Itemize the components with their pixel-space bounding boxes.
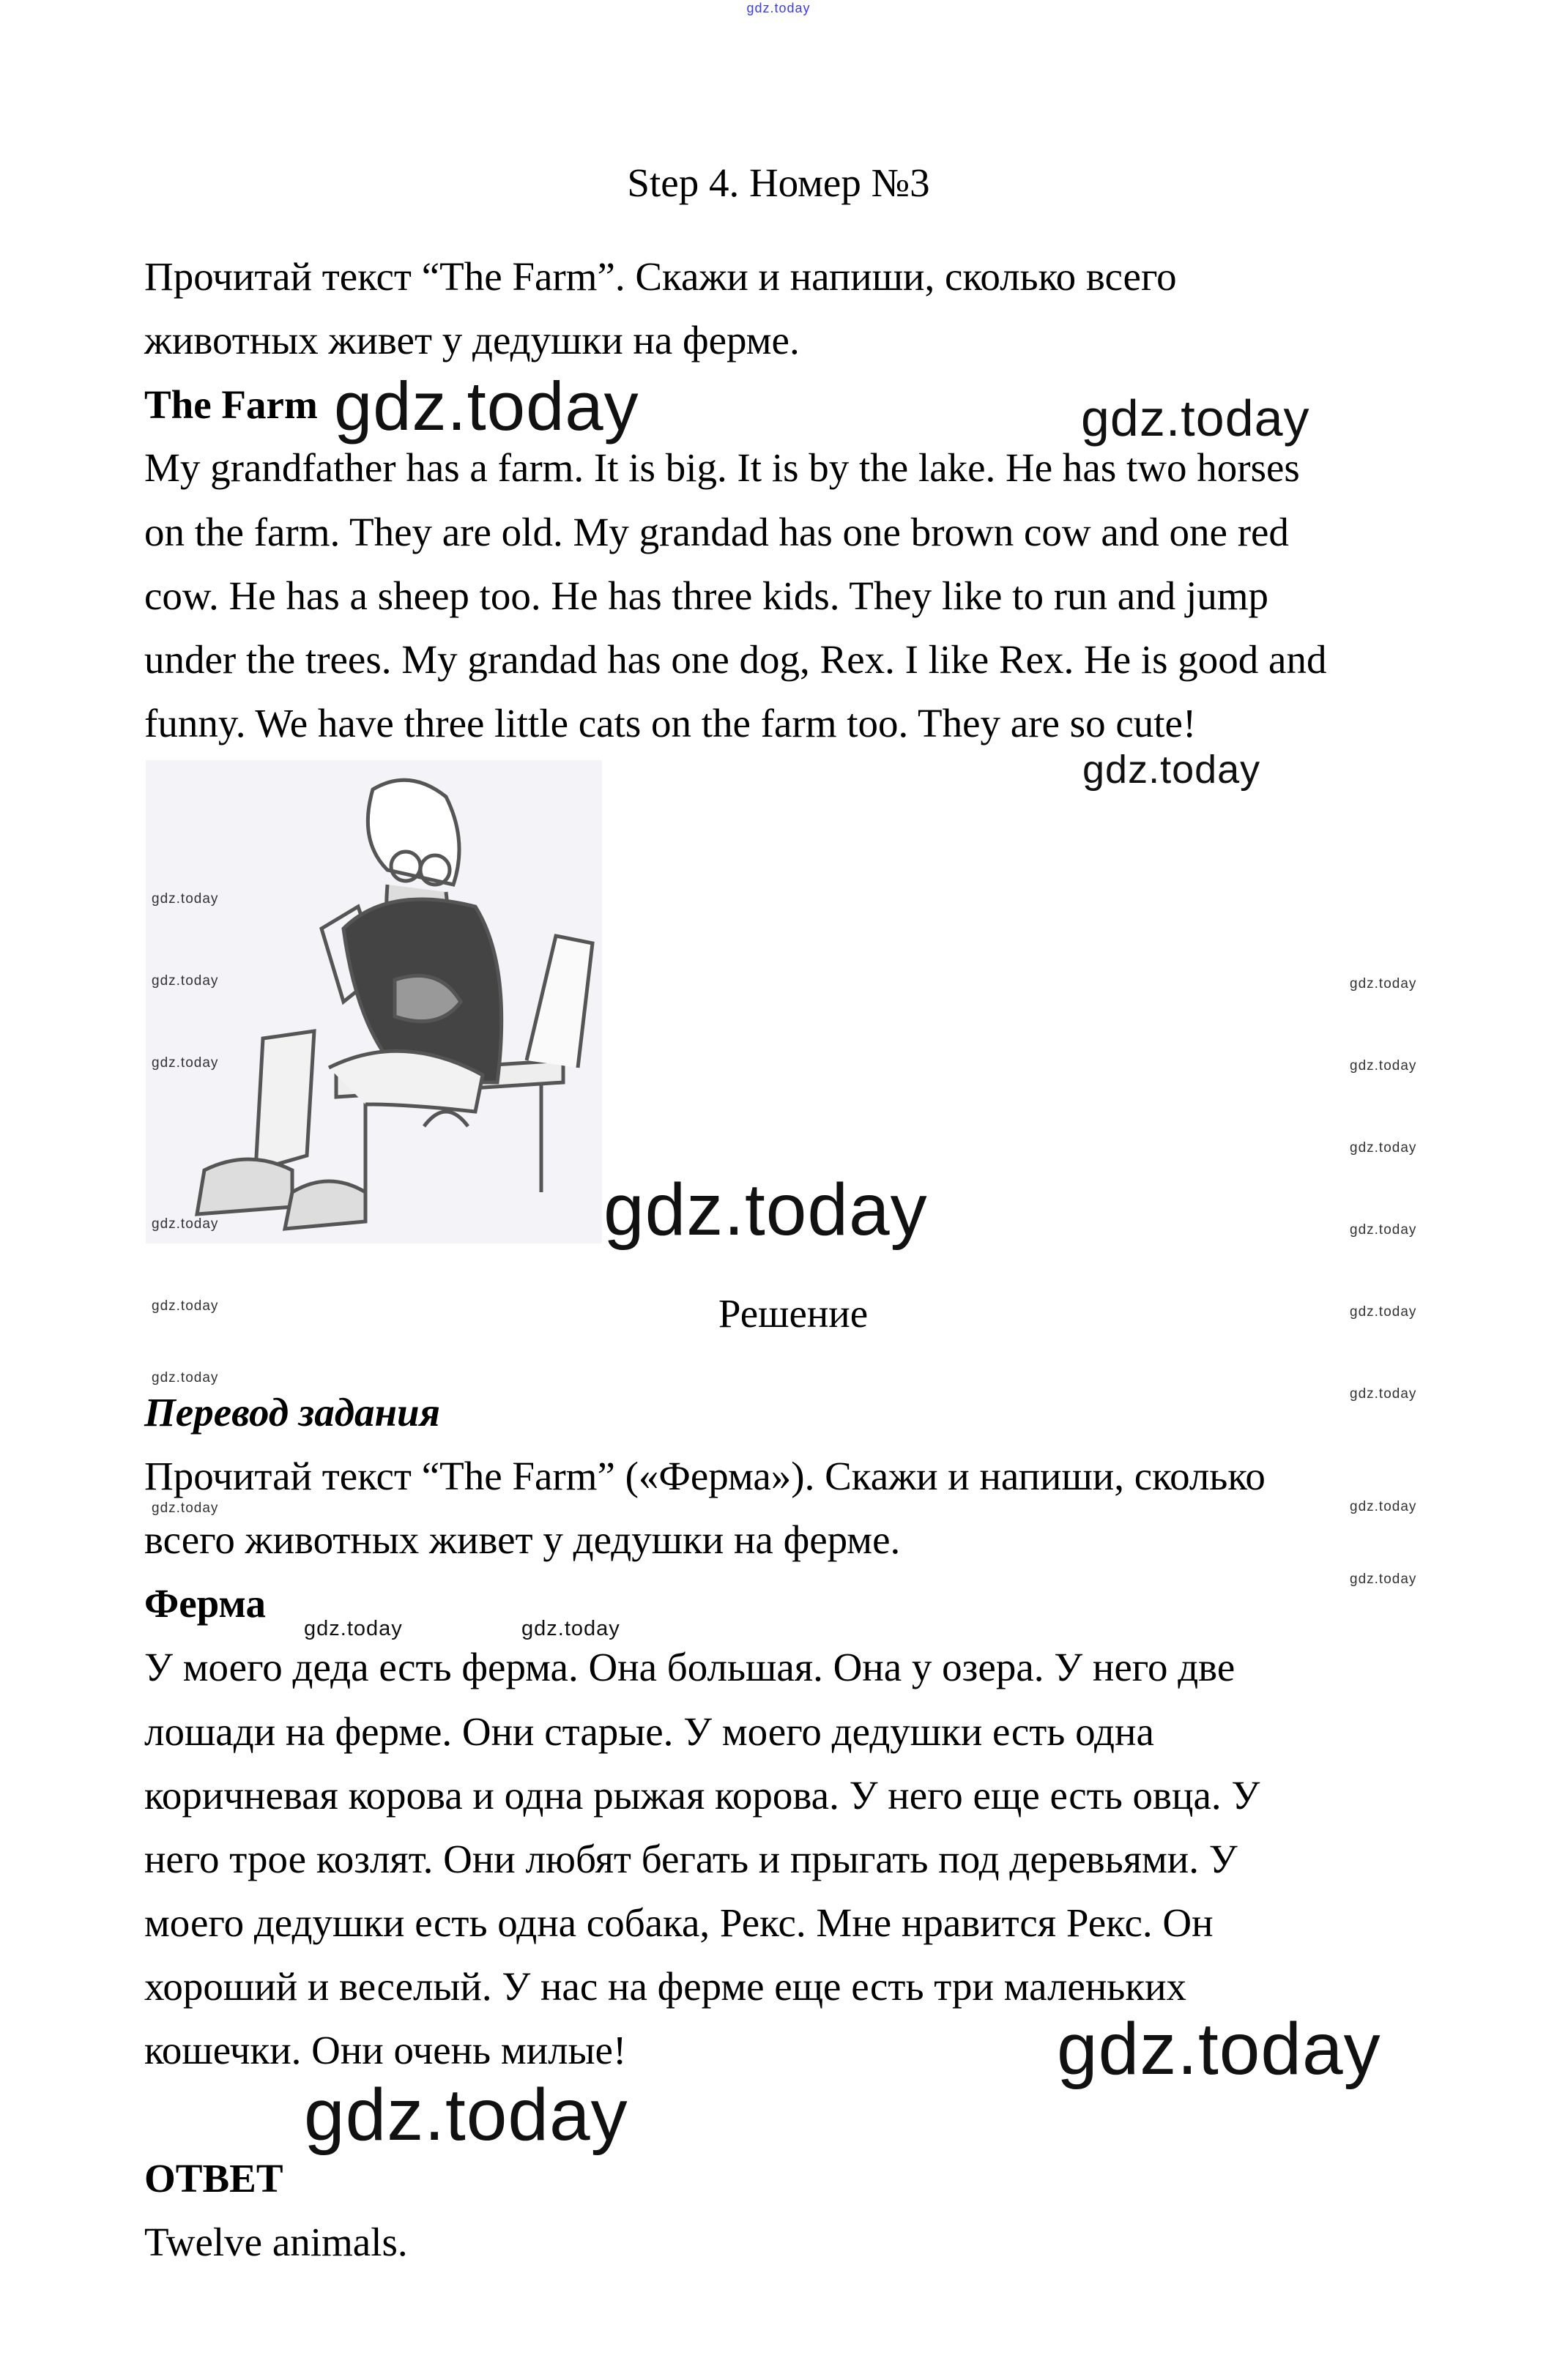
translation-text: Прочитай текст “The Farm” («Ферма»). Скажи и напиши, сколько (144, 1454, 1266, 1498)
watermark: gdz.today (334, 368, 639, 445)
translated-story-line: кошечки. Они очень милые! (144, 2028, 627, 2072)
watermark: gdz.today (152, 973, 219, 989)
answer-heading: ОТВЕТ (144, 2156, 283, 2201)
story-line: cow. He has a sheep too. He has three kids. They like to run and jump (144, 573, 1269, 618)
grandfather-illustration (146, 760, 602, 1243)
watermark: gdz.today (1350, 1499, 1417, 1514)
watermark: gdz.today (152, 1298, 219, 1314)
watermark: gdz.today (1082, 748, 1261, 792)
watermark: gdz.today (152, 1500, 219, 1516)
watermark: gdz.today (304, 1617, 403, 1640)
story-line: funny. We have three little cats on the farm too. They are so cute! (144, 701, 1197, 745)
translated-story-line: него трое козлят. Они любят бегать и прыгать под деревьями. У (144, 1837, 1238, 1881)
story-line: on the farm. They are old. My grandad has one brown cow and one red (144, 510, 1289, 554)
watermark: gdz.today (1350, 1386, 1417, 1402)
watermark: gdz.today (1081, 390, 1310, 447)
watermark: gdz.today (1350, 1572, 1417, 1587)
watermark: gdz.today (152, 1370, 219, 1386)
story-line: My grandfather has a farm. It is big. It is by the lake. He has two horses (144, 445, 1300, 490)
story-line: under the trees. My grandad has one dog, Rex. I like Rex. He is good and (144, 637, 1327, 682)
watermark: gdz.today (152, 1055, 219, 1071)
translated-story-line: лошади на ферме. Они старые. У моего дедушки есть одна (144, 1709, 1154, 1754)
watermark: gdz.today (521, 1617, 620, 1640)
story-title: The Farm (144, 382, 318, 427)
watermark: gdz.today (152, 891, 219, 907)
translation-text: всего животных живет у дедушки на ферме. (144, 1517, 901, 1562)
translated-story-line: коричневая корова и одна рыжая корова. У него еще есть овца. У (144, 1773, 1260, 1818)
translation-heading: Перевод задания (144, 1390, 440, 1435)
solution-heading: Решение (718, 1291, 869, 1336)
task-text: Прочитай текст “The Farm”. Скажи и напиши, сколько всего (144, 254, 1177, 299)
watermark: gdz.today (746, 1, 811, 15)
watermark: gdz.today (1350, 976, 1417, 992)
watermark: gdz.today (304, 2074, 628, 2156)
watermark: gdz.today (1350, 1304, 1417, 1320)
translated-story-title: Ферма (144, 1581, 266, 1626)
watermark: gdz.today (603, 1169, 928, 1251)
watermark: gdz.today (1057, 2008, 1381, 2090)
watermark: gdz.today (1350, 1058, 1417, 1074)
page-title: Step 4. Номер №3 (627, 160, 930, 205)
translated-story-line: У моего деда есть ферма. Она большая. Она у озера. У него две (144, 1645, 1235, 1689)
translated-story-line: хороший и веселый. У нас на ферме еще есть три маленьких (144, 1964, 1187, 2009)
translated-story-line: моего дедушки есть одна собака, Рекс. Мне нравится Рекс. Он (144, 1900, 1214, 1945)
watermark: gdz.today (1350, 1140, 1417, 1156)
task-text: животных живет у дедушки на ферме. (144, 318, 800, 362)
watermark: gdz.today (152, 1216, 219, 1232)
watermark: gdz.today (1350, 1222, 1417, 1238)
answer-text: Twelve animals. (144, 2220, 408, 2264)
